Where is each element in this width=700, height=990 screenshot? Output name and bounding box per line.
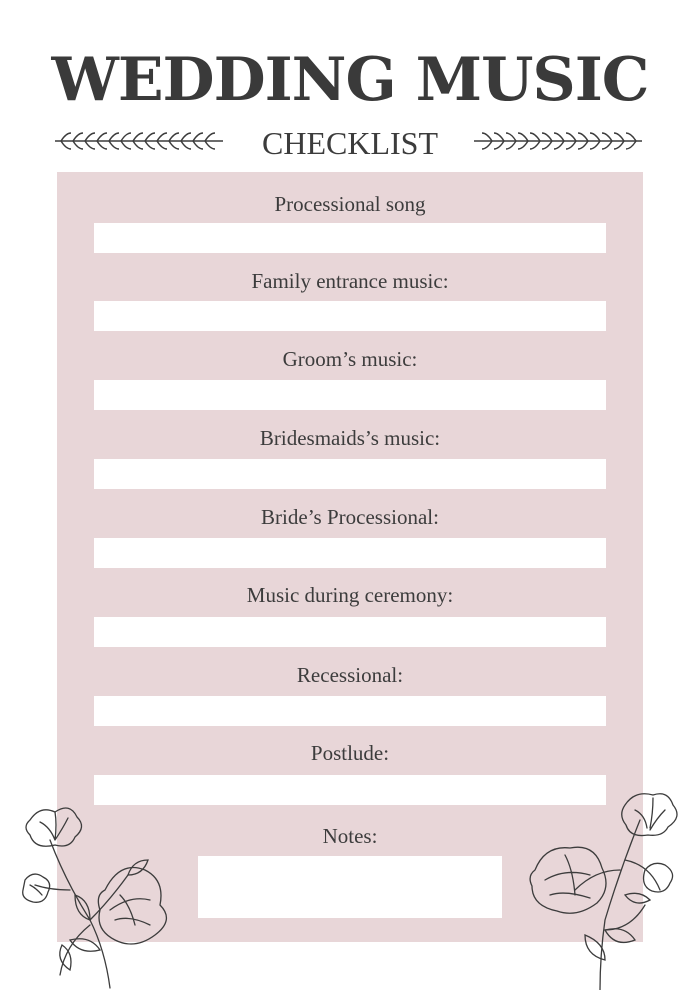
field-input[interactable] [94, 380, 606, 410]
flower-sketch-icon [525, 790, 685, 990]
field-label: Postlude: [310, 741, 390, 765]
field-input[interactable] [94, 696, 606, 726]
field-input[interactable] [94, 301, 606, 331]
field-input[interactable] [94, 459, 606, 489]
field-label: Bridesmaids’s music: [259, 426, 441, 450]
page-title: WEDDING MUSIC [51, 45, 649, 115]
field-input[interactable] [94, 538, 606, 568]
field-label: Bride’s Processional: [261, 505, 439, 529]
field-label: Processional song [274, 192, 426, 216]
field-label: Groom’s music: [282, 347, 418, 371]
flower-sketch-icon [10, 800, 170, 990]
field-label: Recessional: [296, 663, 404, 687]
notes-label: Notes: [322, 824, 378, 848]
field-label: Music during ceremony: [246, 583, 454, 607]
laurel-branch-icon [472, 130, 642, 152]
field-label: Family entrance music: [251, 269, 449, 293]
page-subtitle: CHECKLIST [262, 125, 438, 161]
field-input[interactable] [94, 617, 606, 647]
notes-input[interactable] [198, 856, 502, 918]
field-input[interactable] [94, 223, 606, 253]
